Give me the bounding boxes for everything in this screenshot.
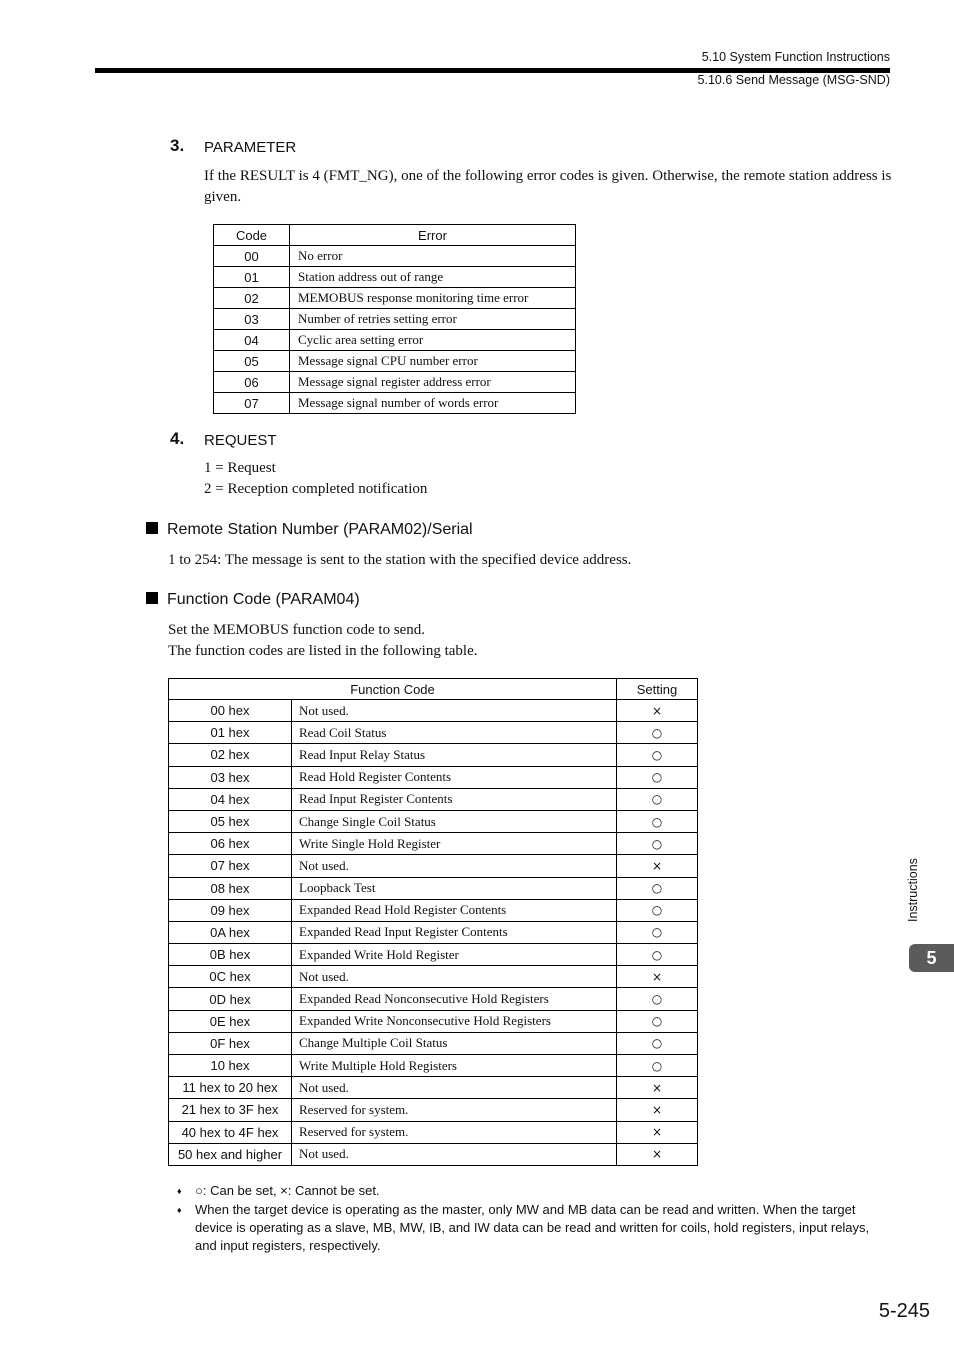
remote-station-heading [146,521,473,539]
function-code-table [168,678,698,1166]
side-chapter-label-text: Instructions [906,858,920,922]
setting-mark: × [617,1143,698,1165]
error-code: 03 [214,309,290,330]
function-code: 0B hex [169,944,292,966]
function-code: 0D hex [169,988,292,1010]
error-code: 00 [214,246,290,267]
error-code: 04 [214,330,290,351]
fc-table-header-function-code: Function Code [169,679,617,700]
function-code: 01 hex [169,722,292,744]
setting-mark: × [617,1099,698,1121]
table-row [169,1099,698,1121]
table-row [169,810,698,832]
diamond-bullet-icon: ♦ [177,1186,182,1196]
table-row [169,1010,698,1032]
setting-mark: × [617,1121,698,1143]
function-description: Read Coil Status [292,722,617,744]
table-row [169,1077,698,1099]
setting-mark: ○ [617,899,698,921]
function-code: 0A hex [169,921,292,943]
function-code: 40 hex to 4F hex [169,1121,292,1143]
table-row [169,1143,698,1165]
function-code: 08 hex [169,877,292,899]
parameter-title: PARAMETER [204,139,297,156]
function-code-line-1: Set the MEMOBUS function code to send. [168,622,426,638]
header-subsection-title: 5.10.6 Send Message (MSG-SND) [697,73,890,87]
function-description: Read Input Register Contents [292,788,617,810]
error-code: 01 [214,267,290,288]
setting-mark: ○ [617,988,698,1010]
function-code: 05 hex [169,810,292,832]
function-description: Reserved for system. [292,1121,617,1143]
function-description: Reserved for system. [292,1099,617,1121]
table-row [214,393,576,414]
setting-mark: × [617,855,698,877]
function-code: 06 hex [169,833,292,855]
table-row [214,351,576,372]
fc-table-header-setting: Setting [617,679,698,700]
chapter-tab: 5 [909,944,954,972]
function-description: Not used. [292,1077,617,1099]
function-description: Write Single Hold Register [292,833,617,855]
setting-mark: ○ [617,810,698,832]
error-description: Number of retries setting error [290,309,576,330]
page-number: 5-245 [878,1300,930,1322]
setting-mark: ○ [617,1032,698,1054]
diamond-bullet-icon: ♦ [177,1205,182,1215]
setting-mark: × [617,966,698,988]
function-code: 21 hex to 3F hex [169,1099,292,1121]
table-row [169,1055,698,1077]
remote-station-description: 1 to 254: The message is sent to the station with the specified device address. [168,552,632,568]
error-description: Station address out of range [290,267,576,288]
setting-mark: ○ [617,877,698,899]
error-description: Cyclic area setting error [290,330,576,351]
table-row [214,267,576,288]
function-description: Change Single Coil Status [292,810,617,832]
table-row [169,788,698,810]
table-row [214,246,576,267]
table-row [169,921,698,943]
function-description: Loopback Test [292,877,617,899]
function-code: 0E hex [169,1010,292,1032]
request-number: 4. [170,429,185,448]
error-code: 07 [214,393,290,414]
setting-mark: ○ [617,744,698,766]
request-line-2: 2 = Reception completed notification [204,481,428,497]
function-description: Change Multiple Coil Status [292,1032,617,1054]
note-legend-text: ○: Can be set, ×: Cannot be set. [195,1183,380,1198]
function-code: 10 hex [169,1055,292,1077]
setting-mark: ○ [617,833,698,855]
side-chapter-label [906,847,930,927]
function-description: Expanded Write Nonconsecutive Hold Registers [292,1010,617,1032]
function-code-title: Function Code (PARAM04) [167,591,360,608]
request-title: REQUEST [204,432,277,449]
note-target-device-text: When the target device is operating as the master, only MW and MB data can be read and written. When the target device is operating as a slave, MB, MW, IB, and IW data can be read and written for coils, hold registers, input relays, and input registers, respectively. [195,1202,870,1253]
function-description: Not used. [292,966,617,988]
setting-mark: ○ [617,944,698,966]
error-description: No error [290,246,576,267]
table-row [169,877,698,899]
function-code: 03 hex [169,766,292,788]
error-table-header-code: Code [214,225,290,246]
function-code: 50 hex and higher [169,1143,292,1165]
table-row [169,966,698,988]
error-code: 06 [214,372,290,393]
function-code: 07 hex [169,855,292,877]
table-row [214,330,576,351]
error-code-table [213,224,576,414]
error-code: 05 [214,351,290,372]
function-code: 0C hex [169,966,292,988]
table-row [169,1121,698,1143]
table-row [169,944,698,966]
table-row [214,372,576,393]
error-description: MEMOBUS response monitoring time error [290,288,576,309]
square-bullet-icon [146,522,158,534]
table-row [169,700,698,722]
table-row [169,899,698,921]
table-row [214,288,576,309]
function-description: Not used. [292,700,617,722]
table-row [169,1032,698,1054]
header-section-title: 5.10 System Function Instructions [701,50,890,64]
function-code: 0F hex [169,1032,292,1054]
remote-station-title: Remote Station Number (PARAM02)/Serial [167,521,473,538]
error-code: 02 [214,288,290,309]
parameter-number: 3. [170,136,185,155]
setting-mark: ○ [617,921,698,943]
square-bullet-icon [146,592,158,604]
function-description: Read Hold Register Contents [292,766,617,788]
setting-mark: ○ [617,722,698,744]
function-code: 09 hex [169,899,292,921]
setting-mark: × [617,700,698,722]
function-code-line-2: The function codes are listed in the following table. [168,643,478,659]
setting-mark: ○ [617,1055,698,1077]
table-row [169,988,698,1010]
table-row [169,833,698,855]
table-row [169,766,698,788]
function-code: 02 hex [169,744,292,766]
error-table-header-error: Error [290,225,576,246]
function-description: Not used. [292,1143,617,1165]
request-line-1: 1 = Request [204,460,276,476]
function-code-heading [146,591,360,609]
function-code: 00 hex [169,700,292,722]
function-description: Expanded Write Hold Register [292,944,617,966]
error-description: Message signal register address error [290,372,576,393]
function-description: Read Input Relay Status [292,744,617,766]
table-row [214,309,576,330]
setting-mark: × [617,1077,698,1099]
parameter-description: If the RESULT is 4 (FMT_NG), one of the following error codes is given. Otherwise, the remote station address is given. [204,168,892,205]
table-row [169,744,698,766]
setting-mark: ○ [617,1010,698,1032]
function-description: Expanded Read Nonconsecutive Hold Registers [292,988,617,1010]
function-description: Not used. [292,855,617,877]
function-code: 04 hex [169,788,292,810]
error-description: Message signal CPU number error [290,351,576,372]
function-description: Expanded Read Hold Register Contents [292,899,617,921]
error-description: Message signal number of words error [290,393,576,414]
function-code: 11 hex to 20 hex [169,1077,292,1099]
table-row [169,855,698,877]
setting-mark: ○ [617,766,698,788]
function-description: Write Multiple Hold Registers [292,1055,617,1077]
table-row [169,722,698,744]
function-description: Expanded Read Input Register Contents [292,921,617,943]
setting-mark: ○ [617,788,698,810]
